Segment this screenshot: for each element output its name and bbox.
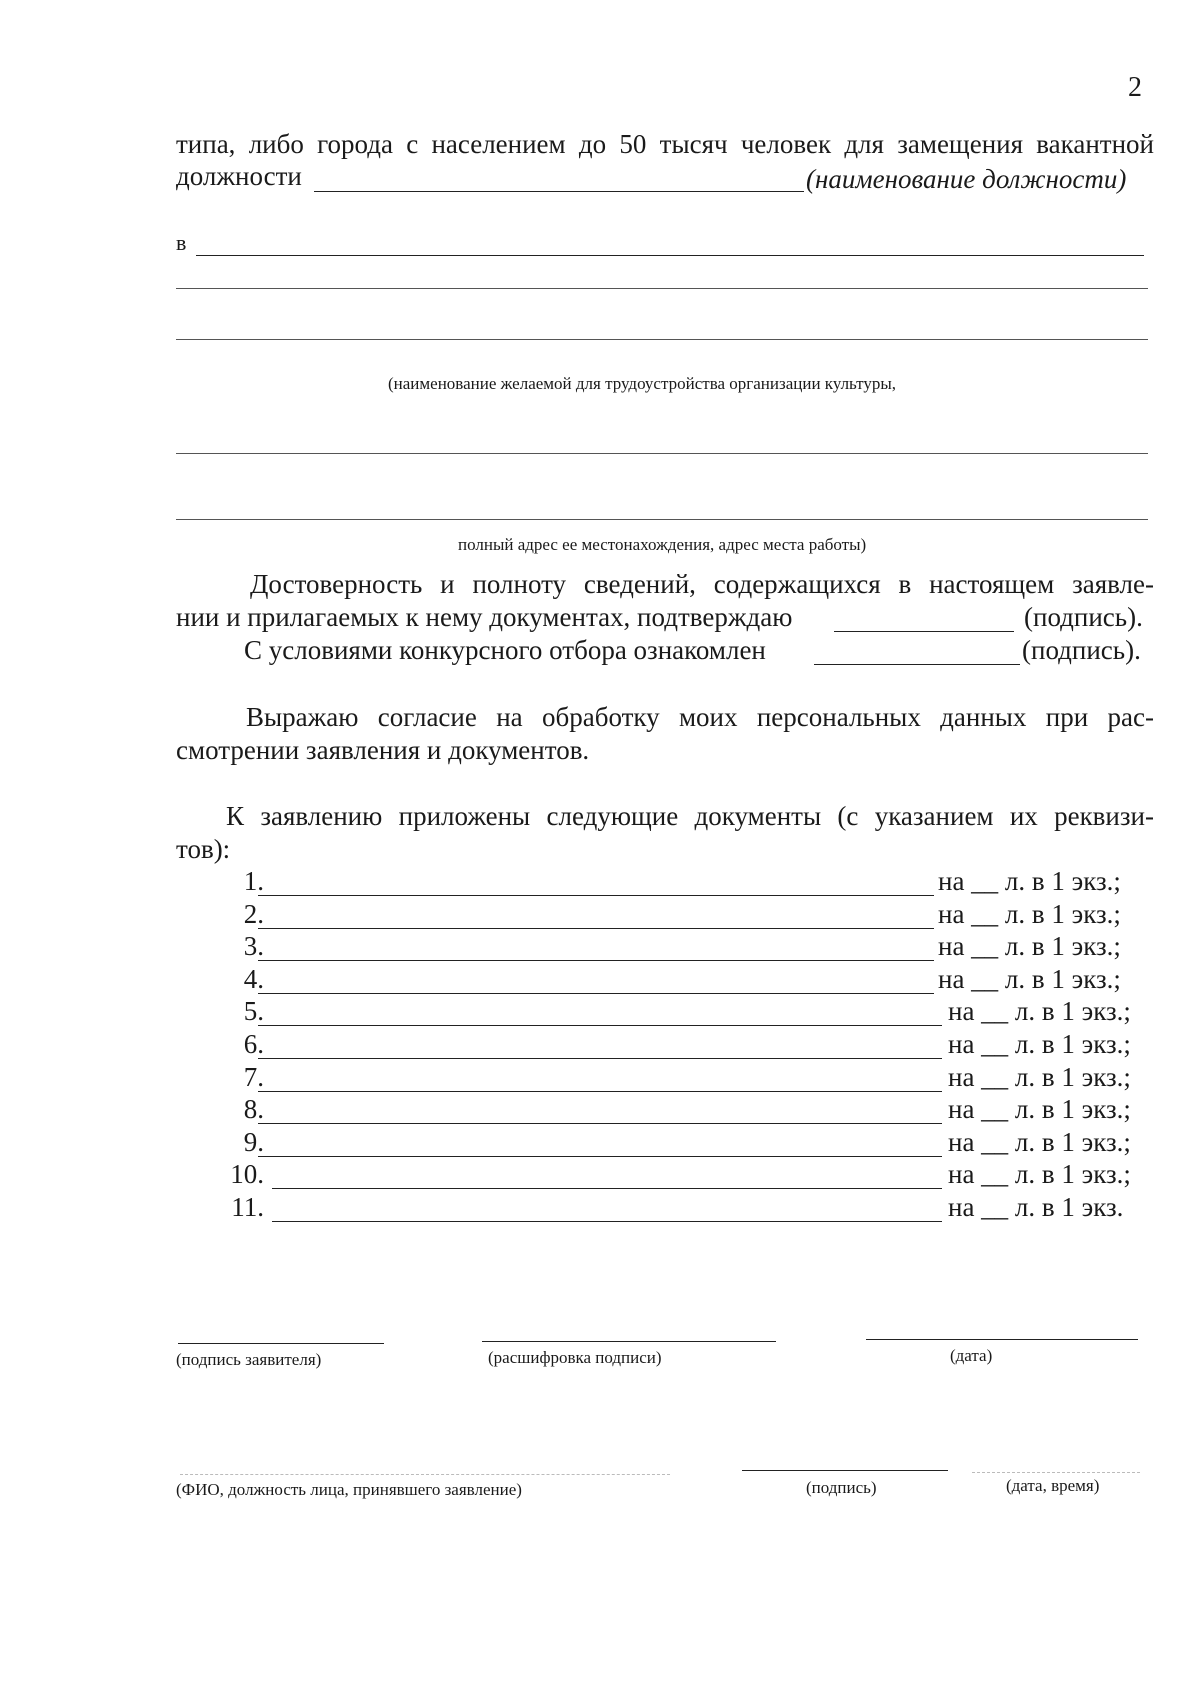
receiver-datetime-label: (дата, время) xyxy=(1006,1476,1100,1495)
confirm-signature-line-2[interactable] xyxy=(814,664,1020,665)
consent-line1: Выражаю согласие на обработку моих персональных данных при рас- xyxy=(246,702,1154,732)
signature-decoding-label: (расшифровка подписи) xyxy=(488,1348,662,1367)
item-number: 1. xyxy=(243,866,264,896)
item-number: 10. xyxy=(230,1159,264,1189)
signature-decoding-line[interactable] xyxy=(482,1341,776,1342)
item-tail: на __ л. в 1 экз.; xyxy=(948,996,1131,1026)
consent-line2: смотрении заявления и документов. xyxy=(176,735,590,765)
org-line-1[interactable] xyxy=(196,255,1144,256)
item-tail: на __ л. в 1 экз.; xyxy=(948,1062,1131,1092)
item-blank-line[interactable] xyxy=(258,928,934,929)
item-number: 9. xyxy=(243,1127,264,1157)
receiver-line[interactable] xyxy=(180,1474,670,1475)
item-blank-line[interactable] xyxy=(258,1156,942,1157)
item-number: 2. xyxy=(243,899,264,929)
para1-line2-prefix: должности xyxy=(176,161,302,191)
attachments-intro-line1: К заявлению приложены следующие документы (с указанием их реквизи- xyxy=(226,801,1154,831)
item-blank-line[interactable] xyxy=(258,895,934,896)
receiver-signature-line[interactable] xyxy=(742,1470,948,1471)
item-number: 5. xyxy=(243,996,264,1026)
receiver-datetime-line[interactable] xyxy=(972,1472,1140,1473)
org-line-3[interactable] xyxy=(176,339,1148,340)
org-line-2[interactable] xyxy=(176,288,1148,289)
item-number: 7. xyxy=(243,1062,264,1092)
org-hint-2: полный адрес ее местонахождения, адрес места работы) xyxy=(458,535,867,554)
org-prefix: в xyxy=(176,230,187,255)
item-blank-line[interactable] xyxy=(272,1221,942,1222)
attachments-intro-line2: тов): xyxy=(176,834,231,864)
org-line-4[interactable] xyxy=(176,453,1148,454)
para1-line1: типа, либо города с населением до 50 тысяч человек для замещения вакантной xyxy=(176,129,1154,159)
item-blank-line[interactable] xyxy=(258,993,934,994)
position-hint: (наименование должности) xyxy=(806,164,1127,194)
item-number: 6. xyxy=(243,1029,264,1059)
item-tail: на __ л. в 1 экз.; xyxy=(938,964,1121,994)
org-line-5[interactable] xyxy=(176,519,1148,520)
page-number: 2 xyxy=(1128,72,1142,103)
confirm-line3-text: С условиями конкурсного отбора ознакомлен xyxy=(244,635,766,665)
date-label: (дата) xyxy=(950,1346,993,1365)
receiver-signature-label: (подпись) xyxy=(806,1478,877,1497)
receiver-label: (ФИО, должность лица, принявшего заявление) xyxy=(176,1480,522,1499)
item-tail: на __ л. в 1 экз. xyxy=(948,1192,1124,1222)
item-number: 11. xyxy=(231,1192,264,1222)
position-blank-line[interactable] xyxy=(314,191,804,192)
item-number: 8. xyxy=(243,1094,264,1124)
date-line[interactable] xyxy=(866,1339,1138,1340)
item-number: 4. xyxy=(243,964,264,994)
item-tail: на __ л. в 1 экз.; xyxy=(948,1127,1131,1157)
applicant-signature-line[interactable] xyxy=(178,1343,384,1344)
confirm-line2-hint: (подпись). xyxy=(1024,602,1143,632)
item-blank-line[interactable] xyxy=(258,1123,942,1124)
item-number: 3. xyxy=(243,931,264,961)
item-tail: на __ л. в 1 экз.; xyxy=(948,1094,1131,1124)
item-blank-line[interactable] xyxy=(258,960,934,961)
org-hint-1: (наименование желаемой для трудоустройства организации культуры, xyxy=(388,374,897,393)
applicant-signature-label: (подпись заявителя) xyxy=(176,1350,322,1369)
item-tail: на __ л. в 1 экз.; xyxy=(938,931,1121,961)
item-blank-line[interactable] xyxy=(272,1188,942,1189)
confirm-line2-text: нии и прилагаемых к нему документах, подтверждаю xyxy=(176,602,793,632)
item-tail: на __ л. в 1 экз.; xyxy=(948,1029,1131,1059)
item-tail: на __ л. в 1 экз.; xyxy=(938,899,1121,929)
confirm-line3-hint: (подпись). xyxy=(1022,635,1141,665)
item-blank-line[interactable] xyxy=(258,1058,942,1059)
confirm-signature-line-1[interactable] xyxy=(834,631,1014,632)
item-blank-line[interactable] xyxy=(258,1091,942,1092)
confirm-line1: Достоверность и полноту сведений, содержащихся в настоящем заявле- xyxy=(250,569,1154,599)
item-tail: на __ л. в 1 экз.; xyxy=(948,1159,1131,1189)
item-tail: на __ л. в 1 экз.; xyxy=(938,866,1121,896)
item-blank-line[interactable] xyxy=(258,1025,942,1026)
